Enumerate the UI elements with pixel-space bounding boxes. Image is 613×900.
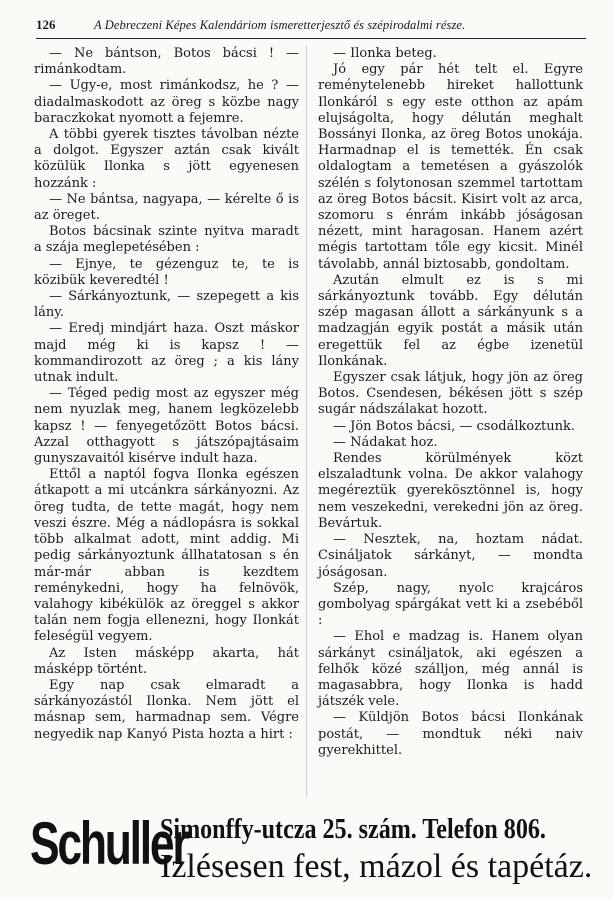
paragraph: — Nádakat hoz. bbox=[333, 434, 438, 450]
page-number: 126 bbox=[36, 17, 56, 32]
paragraph: — Ne bántsa, nagyapa, — kérelte ő is az öreget. bbox=[34, 191, 299, 224]
right-column bbox=[318, 46, 583, 816]
paragraph: — Ugy-e, most rimánkodsz, he ? — diadalmaskodott az öreg s közbe nagy baraczkokat nyomott a fejemre. bbox=[34, 78, 299, 126]
paragraph: — Eredj mindjárt haza. Oszt máskor majd még ki is kapsz ! — kommandirozott az öreg ; a kis lány utnak indult. bbox=[34, 321, 299, 386]
paragraph: Az Isten másképp akarta, hát másképp történt. bbox=[34, 645, 299, 677]
paragraph: — Ejnye, te gézenguz te, te is közibük keveredtél ! bbox=[34, 256, 299, 288]
paragraph: — Téged pedig most az egyszer még nem nyuzlak meg, hanem legközelebb kapsz ! — fenyegetőzött Botos bácsi. Azzal otthagyott s játszópajtásaim gunyszavaitól kisérve indult haza. bbox=[34, 386, 299, 467]
paragraph: Szép, nagy, nyolc krajcáros gombolyag spárgákat vett ki a zsebéből : bbox=[318, 580, 583, 629]
paragraph: Rendes körülmények közt elszaladtunk volna. De akkor valahogy megéreztük gyerekösztönnel is, hogy nem veszekedni, verekedni jön az öreg. Bevártuk. bbox=[318, 451, 583, 531]
paragraph: Ettől a naptól fogva Ilonka egészen átkapott a mi utcánkra sárkányozni. Az öreg tudta, de tette magát, hogy nem veszi észre. Még a nádlopásra is sokkal több alkalmat adott, mint addig. Mi pedig sárkányoztunk állhatatosan s én már-már abban is kezdtem reménykedni, hogy ha felnövök, valahogy kibékülök az öreggel s akkor talán nem fogja ellenezni, hogy Ilonkát feleségül vegyem. bbox=[34, 467, 299, 645]
paragraph: — Küldjön Botos bácsi Ilonkának postát, — mondtuk néki naiv gyerekhittel. bbox=[318, 710, 583, 758]
paragraph: Jó egy pár hét telt el. Egyre reménytelenebb hireket hallottunk Ilonkáról s egy este otthon az apám elujságolta, hogy délután meghalt Bossányi Ilonka, az öreg Botos unokája. Harmadnap el is temették. Én csak oldalogtam a temetésen a gyászolók szélén s folytonosan szemmel tartottam az öreg Botos bácsit. Kisirt volt az arca, szomoru s énrám inkább jóságosan nézett, mint haragosan. Hanem azért mégis tartottam tőle egy kicsit. Minél távolabb, annál biztosabb, gondoltam. bbox=[318, 62, 583, 272]
paragraph: — Ilonka beteg. bbox=[333, 46, 437, 61]
column-divider bbox=[306, 46, 307, 798]
paragraph: — Jön Botos bácsi, — csodálkoztunk. bbox=[333, 418, 576, 434]
ad-slogan: Izlésesen fest, mázol és tapétáz. bbox=[160, 848, 593, 885]
paragraph: — Ehol e madzag is. Hanem olyan sárkányt csináljatok, aki egészen a felhők közé szálljon, még annál is magasabbra, hogy Ilonka is hadd játszék vele. bbox=[318, 629, 583, 710]
running-header bbox=[36, 16, 586, 39]
running-title: A Debreczeni Képes Kalendáriom ismeretterjesztő és szépirodalmi része. bbox=[94, 18, 466, 32]
paragraph: Egyszer csak látjuk, hogy jön az öreg Botos. Csendesen, békésen jött s szép sugár nádszálakat hozott. bbox=[318, 370, 583, 418]
paragraph: Azután elmult ez is s mi sárkányoztunk tovább. Egy délután szép magasan állott a sárkányunk s a madzagján egyik postát a másik után eregettük fel az égbe izenetül Ilonkának. bbox=[318, 272, 583, 369]
left-column bbox=[34, 46, 299, 816]
paragraph: — Ne bántson, Botos bácsi ! — rimánkodtam. bbox=[34, 46, 299, 78]
advertisement bbox=[30, 810, 593, 886]
paragraph: — Nesztek, na, hoztam nádat. Csináljatok sárkányt, — mondta jóságosan. bbox=[318, 532, 583, 580]
paragraph: Botos bácsinak szinte nyitva maradt a szája meglepetésében : bbox=[34, 224, 299, 256]
paragraph: A többi gyerek tisztes távolban nézte a dolgot. Egyszer aztán csak kivált közülük Ilonka s jött egyenesen hozzánk : bbox=[34, 127, 299, 191]
ad-brand-name: Schuller bbox=[30, 810, 188, 877]
paragraph: Egy nap csak elmaradt a sárkányozástól Ilonka. Nem jött el másnap sem, harmadnap sem. Végre negyedik nap Kanyó Pista hozta a hirt : bbox=[34, 677, 299, 742]
paragraph: — Sárkányoztunk, — szepegett a kis lány. bbox=[34, 289, 299, 321]
ad-address: Simonffy-utcza 25. szám. Telefon 806. bbox=[160, 814, 546, 845]
